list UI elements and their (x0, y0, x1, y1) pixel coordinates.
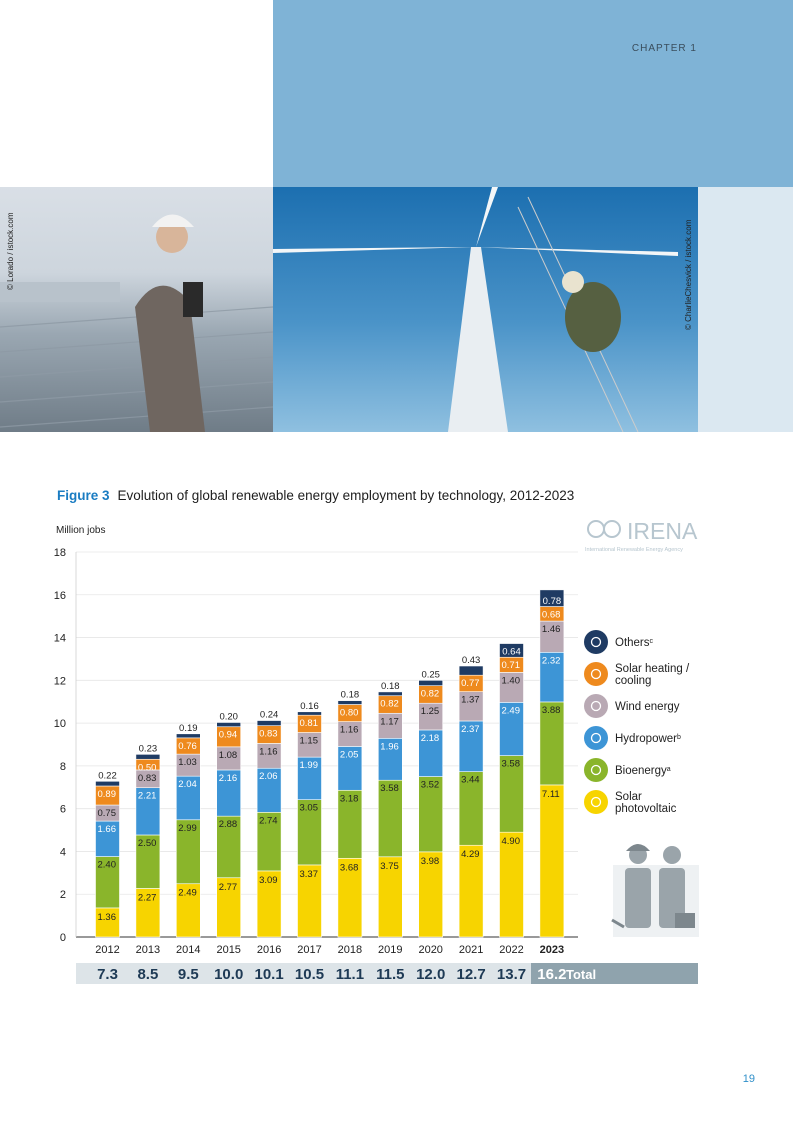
figure-number: Figure 3 (57, 488, 110, 503)
total-value: 12.0 (416, 966, 446, 983)
bar-segment (217, 722, 241, 726)
briefcase-icon (675, 913, 695, 928)
bar-segment (298, 712, 322, 715)
total-value: 11.1 (335, 966, 365, 983)
total-value: 12.7 (456, 966, 486, 983)
total-value: 13.7 (496, 966, 527, 983)
legend-label: Hydropower$^b$ (615, 733, 681, 745)
data-label: 2.74 (259, 815, 278, 827)
legend-label: Solar heating / (615, 663, 690, 675)
wind-turbine-icon (584, 694, 608, 718)
figure-title-text: Evolution of global renewable energy employment by technology, 2012-2023 (117, 488, 575, 503)
legend-label: Solar (615, 791, 642, 803)
data-label: 2.40 (97, 859, 116, 871)
photo-turbine-illustration (273, 187, 698, 432)
bar-segment (540, 785, 564, 937)
data-label: 0.82 (380, 698, 399, 710)
data-label: 2.05 (339, 749, 359, 761)
worker-head-right (663, 846, 681, 864)
data-label: 1.40 (501, 675, 520, 687)
data-label: 3.18 (339, 793, 359, 805)
total-value: 11.5 (376, 966, 405, 983)
x-tick-label: 2016 (256, 944, 282, 956)
data-label: 0.24 (259, 709, 279, 721)
data-label: 0.16 (300, 700, 319, 712)
data-label: 2.49 (501, 705, 520, 717)
data-label: 0.81 (299, 718, 318, 730)
data-label: 0.94 (218, 729, 238, 741)
data-label: 2.37 (461, 723, 480, 735)
data-label: 2.16 (218, 772, 238, 784)
data-label: 2.06 (259, 771, 278, 783)
legend-label: Others$^c$ (615, 637, 654, 649)
chapter-label: CHAPTER 1 (631, 43, 697, 54)
data-label: 1.17 (380, 716, 399, 728)
legend-label: cooling (615, 675, 652, 687)
data-label: 2.21 (137, 790, 157, 802)
figure-title (57, 488, 574, 503)
bar-segment (257, 721, 281, 726)
total-value: 10.0 (214, 966, 244, 983)
data-label: 1.37 (461, 694, 480, 706)
data-label: 0.82 (420, 688, 440, 700)
data-label: 0.23 (138, 743, 158, 755)
x-tick-label: 2022 (499, 944, 524, 956)
data-label: 0.77 (461, 678, 480, 690)
page-number: 19 (742, 1073, 755, 1085)
y-tick-label: 2 (59, 889, 66, 902)
total-value: 10.1 (254, 966, 284, 983)
data-label: 3.37 (299, 868, 318, 880)
photo-engineer-solar-panels (0, 187, 273, 432)
photo-wind-turbine-technician (273, 187, 698, 432)
total-value: 16.2 (537, 966, 567, 983)
data-label: 3.09 (259, 874, 278, 886)
y-tick-label: 12 (53, 675, 66, 688)
data-label: 0.22 (98, 770, 117, 782)
data-label: 0.64 (502, 646, 521, 658)
y-tick-label: 10 (53, 718, 66, 731)
data-label: 0.71 (501, 660, 520, 672)
data-label: 1.16 (259, 746, 278, 758)
y-tick-label: 4 (59, 846, 66, 859)
worker-body-left (625, 868, 651, 928)
bar-segment (378, 692, 402, 696)
data-label: 2.18 (420, 732, 440, 744)
photo-engineer-illustration (0, 187, 273, 432)
y-tick-label: 0 (59, 932, 66, 944)
data-label: 0.19 (179, 722, 198, 734)
worker-hardhat (626, 844, 650, 851)
data-label: 3.88 (541, 704, 561, 716)
bar-segment (176, 734, 200, 738)
employment-stacked-bar-chart (0, 515, 793, 1035)
y-axis-label: Million jobs (56, 525, 106, 536)
data-label: 2.50 (137, 837, 157, 849)
data-label: 3.52 (420, 779, 440, 791)
data-label: 3.44 (461, 774, 480, 786)
total-value: 10.5 (294, 966, 325, 983)
irena-logo-ring-left (588, 521, 604, 537)
data-label: 1.16 (339, 724, 359, 736)
x-tick-label: 2019 (378, 944, 403, 956)
bar-segment (136, 754, 160, 759)
leaf-icon (584, 758, 608, 782)
irena-logo-ring-right (604, 521, 620, 537)
data-label: 0.83 (259, 728, 278, 740)
legend-label: Bioenergy$^a$ (615, 765, 671, 777)
data-label: 1.46 (541, 624, 561, 636)
data-label: 4.90 (501, 836, 520, 848)
y-tick-label: 18 (53, 547, 66, 559)
data-label: 2.49 (178, 887, 197, 899)
total-value: 8.5 (137, 966, 159, 983)
data-label: 0.78 (542, 596, 562, 608)
workers-illustration (612, 844, 699, 937)
data-label: 2.88 (218, 819, 238, 831)
irena-logo (585, 518, 698, 553)
others-icon (584, 630, 608, 654)
bar-segment (338, 701, 362, 705)
water-drop-icon (584, 726, 608, 750)
data-label: 0.76 (178, 740, 197, 752)
y-tick-label: 6 (59, 803, 66, 816)
data-label: 1.96 (380, 741, 399, 753)
x-tick-label: 2021 (458, 944, 484, 956)
data-label: 0.18 (340, 689, 360, 701)
data-label: 3.75 (380, 860, 399, 872)
x-tick-label: 2018 (337, 944, 363, 956)
data-label: 1.99 (299, 760, 318, 772)
data-label: 4.29 (461, 849, 480, 861)
data-label: 1.25 (420, 706, 440, 718)
x-tick-label: 2015 (216, 944, 241, 956)
data-label: 0.68 (541, 609, 561, 621)
total-value: 7.3 (97, 966, 118, 983)
bar-segment (500, 832, 524, 937)
data-label: 0.80 (339, 707, 359, 719)
data-label: 0.89 (97, 788, 116, 800)
data-label: 2.77 (218, 881, 238, 893)
data-label: 1.36 (97, 911, 116, 923)
data-label: 2.32 (541, 655, 561, 667)
data-label: 0.75 (97, 808, 116, 820)
data-label: 7.11 (541, 788, 560, 800)
irena-logo-text: IRENA (627, 518, 698, 544)
irena-logo-subtitle: International Renewable Energy Agency (585, 547, 683, 553)
data-label: 1.03 (178, 757, 197, 769)
data-label: 0.25 (421, 669, 440, 681)
bar-segment (96, 781, 120, 786)
data-label: 1.66 (97, 824, 116, 836)
y-tick-label: 8 (59, 760, 66, 773)
data-label: 2.99 (178, 822, 197, 834)
legend-label: photovoltaic (615, 803, 677, 815)
x-tick-label: 2014 (176, 944, 201, 956)
data-label: 3.58 (501, 758, 520, 770)
data-label: 0.18 (381, 680, 400, 692)
data-label: 2.27 (137, 892, 157, 904)
header-band (273, 0, 793, 187)
bar-segment (419, 680, 443, 685)
y-tick-label: 14 (53, 632, 66, 645)
data-label: 3.58 (380, 783, 399, 795)
data-label: 1.15 (299, 735, 318, 747)
bar-segment (459, 666, 483, 675)
x-tick-label: 2017 (297, 944, 322, 956)
x-tick-label: 2020 (418, 944, 443, 956)
data-label: 1.08 (218, 749, 238, 761)
sun-icon (584, 790, 608, 814)
x-tick-label: 2023 (539, 944, 565, 956)
photo-credit-left: © Lorado / istock.com (6, 212, 15, 290)
total-value: 9.5 (177, 966, 199, 983)
data-label: 0.43 (461, 655, 481, 667)
data-label: 0.50 (137, 762, 157, 774)
photo-credit-right: © CharlieChesvick / istock.com (684, 219, 693, 330)
y-tick-label: 16 (53, 589, 66, 602)
data-label: 3.68 (339, 862, 359, 874)
totals-label: Total (566, 967, 597, 982)
data-label: 0.20 (219, 711, 238, 723)
data-label: 3.98 (420, 855, 440, 867)
data-label: 0.83 (137, 772, 157, 784)
sun-icon (584, 662, 608, 686)
legend-label: Wind energy (615, 701, 680, 713)
x-tick-label: 2012 (95, 944, 120, 956)
side-panel (698, 187, 793, 432)
x-tick-label: 2013 (135, 944, 161, 956)
data-label: 3.05 (299, 802, 318, 814)
data-label: 2.04 (178, 779, 197, 791)
